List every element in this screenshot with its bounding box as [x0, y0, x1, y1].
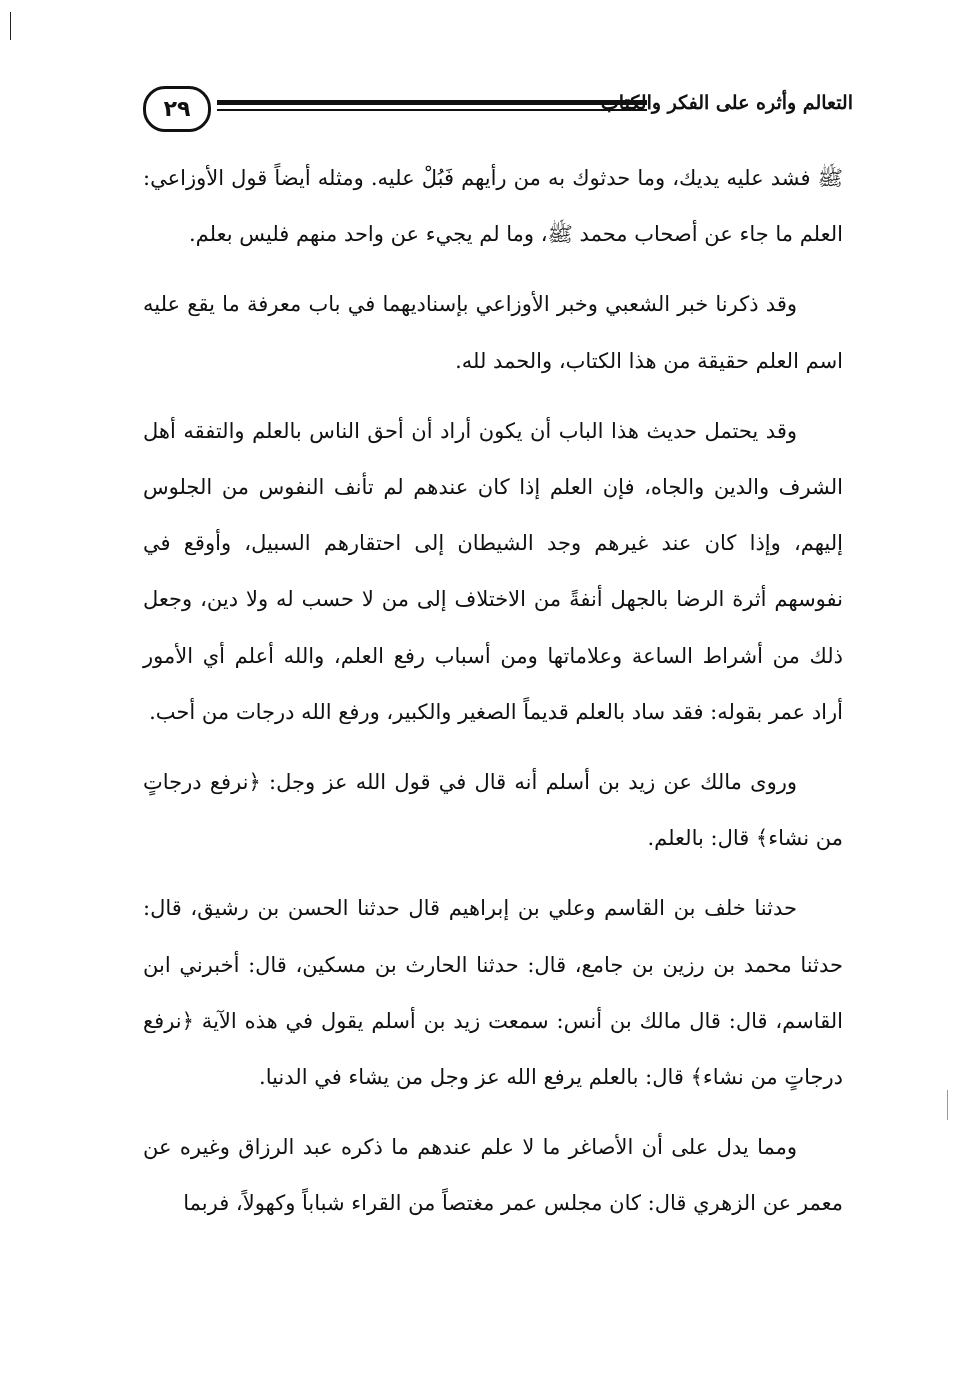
page-number: ٢٩: [143, 86, 211, 132]
paragraph-4: وروى مالك عن زيد بن أسلم أنه قال في قول الله عز وجل: ﴿نرفع درجاتٍ من نشاء﴾ قال: بالعلم.: [143, 770, 843, 851]
running-title: التعالم وأثره على الفكر والكتاب: [600, 92, 853, 114]
body-text: [143, 150, 843, 1246]
paragraph-6: ومما يدل على أن الأصاغر ما لا علم عندهم ما ذكره عبد الرزاق وغيره عن معمر عن الزهري قال: كان مجلس عمر مغتصاً من القراء شباباً وكهولاً، فربما: [143, 1135, 843, 1216]
scan-margin-mark: [947, 1090, 948, 1120]
scan-edge-mark: [10, 12, 11, 40]
paragraph-5: حدثنا خلف بن القاسم وعلي بن إبراهيم قال حدثنا الحسن بن رشيق، قال: حدثنا محمد بن رزين بن جامع، قال: حدثنا الحارث بن مسكين، قال: أخبرني ابن القاسم، قال: قال مالك بن أنس: سمعت زيد بن أسلم يقول في هذه الآية ﴿نرفع درجاتٍ من نشاء﴾ قال: بالعلم يرفع الله عز وجل من يشاء في الدنيا.: [143, 896, 843, 1090]
paragraph-1: ﷺ فشد عليه يديك، وما حدثوك به من رأيهم فَبُلْ عليه. ومثله أيضاً قول الأوزاعي: العلم ما جاء عن أصحاب محمد ﷺ، وما لم يجيء عن واحد منهم فليس بعلم.: [143, 166, 843, 247]
paragraph-2: وقد ذكرنا خبر الشعبي وخبر الأوزاعي بإسناديهما في باب معرفة ما يقع عليه اسم العلم حقيقة من هذا الكتاب، والحمد لله.: [143, 292, 843, 373]
header-rule-thin: [217, 109, 647, 111]
page-header: [143, 86, 853, 142]
header-rule-thick: [217, 100, 647, 105]
paragraph-3: وقد يحتمل حديث هذا الباب أن يكون أراد أن أحق الناس بالعلم والتفقه أهل الشرف والدين والجاه، فإن العلم إذا كان عندهم لم تأنف النفوس من الجلوس إليهم، وإذا كان عند غيرهم وجد الشيطان إلى احتقارهم السبيل، وأوقع في نفوسهم أثرة الرضا بالجهل أنفةً من الاختلاف إلى من لا حسب له ولا دين، وجعل ذلك من أشراط الساعة وعلاماتها ومن أسباب رفع العلم، والله أعلم أي الأمور أراد عمر بقوله: فقد ساد بالعلم قديماً الصغير والكبير، ورفع الله درجات من أحب.: [143, 418, 843, 724]
